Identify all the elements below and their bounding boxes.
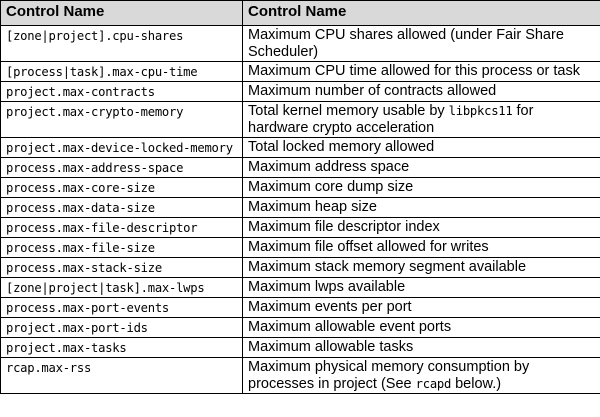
table-row [1, 62, 600, 82]
description-cell: Maximum allowable tasks [243, 338, 600, 358]
description-cell: Maximum file offset allowed for writes [243, 238, 600, 258]
description-text: for hardware crypto acceleration [248, 103, 534, 136]
description-cell: Maximum core dump size [243, 178, 600, 198]
description-text: Total kernel memory usable by [248, 103, 449, 119]
column-header-control-name: Control Name [1, 1, 243, 26]
control-name-cell: process.max-file-descriptor [1, 218, 243, 238]
description-cell: Total locked memory allowed [243, 138, 600, 158]
table-row [1, 82, 600, 102]
control-name-cell: process.max-stack-size [1, 258, 243, 278]
control-name-cell: process.max-address-space [1, 158, 243, 178]
description-cell: Maximum CPU shares allowed (under Fair Share Scheduler) [243, 26, 600, 62]
table-row [1, 102, 600, 138]
description-cell: Maximum address space [243, 158, 600, 178]
library-name-code: libpkcs11 [448, 104, 513, 118]
column-header-description: Control Name [243, 1, 600, 26]
table-row [1, 158, 600, 178]
description-cell: Maximum lwps available [243, 278, 600, 298]
table-row [1, 358, 600, 394]
control-name-cell: [zone|project].cpu-shares [1, 26, 243, 62]
table-row [1, 198, 600, 218]
description-text: Maximum physical memory consumption by processes in project (See [248, 359, 530, 392]
description-cell [243, 358, 600, 394]
control-name-cell: project.max-tasks [1, 338, 243, 358]
description-cell: Maximum file descriptor index [243, 218, 600, 238]
table-row [1, 278, 600, 298]
control-name-cell: [zone|project|task].max-lwps [1, 278, 243, 298]
table-row [1, 238, 600, 258]
control-name-cell: process.max-port-events [1, 298, 243, 318]
description-cell: Maximum stack memory segment available [243, 258, 600, 278]
table-row [1, 318, 600, 338]
description-cell: Maximum heap size [243, 198, 600, 218]
description-cell [243, 102, 600, 138]
table-row [1, 26, 600, 62]
control-name-cell: [process|task].max-cpu-time [1, 62, 243, 82]
description-cell: Maximum CPU time allowed for this process or task [243, 62, 600, 82]
control-name-cell: process.max-data-size [1, 198, 243, 218]
control-name-cell: process.max-core-size [1, 178, 243, 198]
daemon-name-code: rcapd [415, 377, 452, 391]
description-text: below.) [451, 376, 502, 392]
description-cell: Maximum events per port [243, 298, 600, 318]
control-name-cell: project.max-crypto-memory [1, 102, 243, 138]
description-cell: Maximum allowable event ports [243, 318, 600, 338]
header-row [1, 1, 600, 26]
table-row [1, 178, 600, 198]
table-row [1, 298, 600, 318]
control-name-cell: project.max-port-ids [1, 318, 243, 338]
table-row [1, 338, 600, 358]
description-cell: Maximum number of contracts allowed [243, 82, 600, 102]
control-name-cell: project.max-contracts [1, 82, 243, 102]
table-row [1, 138, 600, 158]
control-name-cell: project.max-device-locked-memory [1, 138, 243, 158]
control-name-cell: rcap.max-rss [1, 358, 243, 394]
table-row [1, 218, 600, 238]
control-name-cell: process.max-file-size [1, 238, 243, 258]
table-row [1, 258, 600, 278]
